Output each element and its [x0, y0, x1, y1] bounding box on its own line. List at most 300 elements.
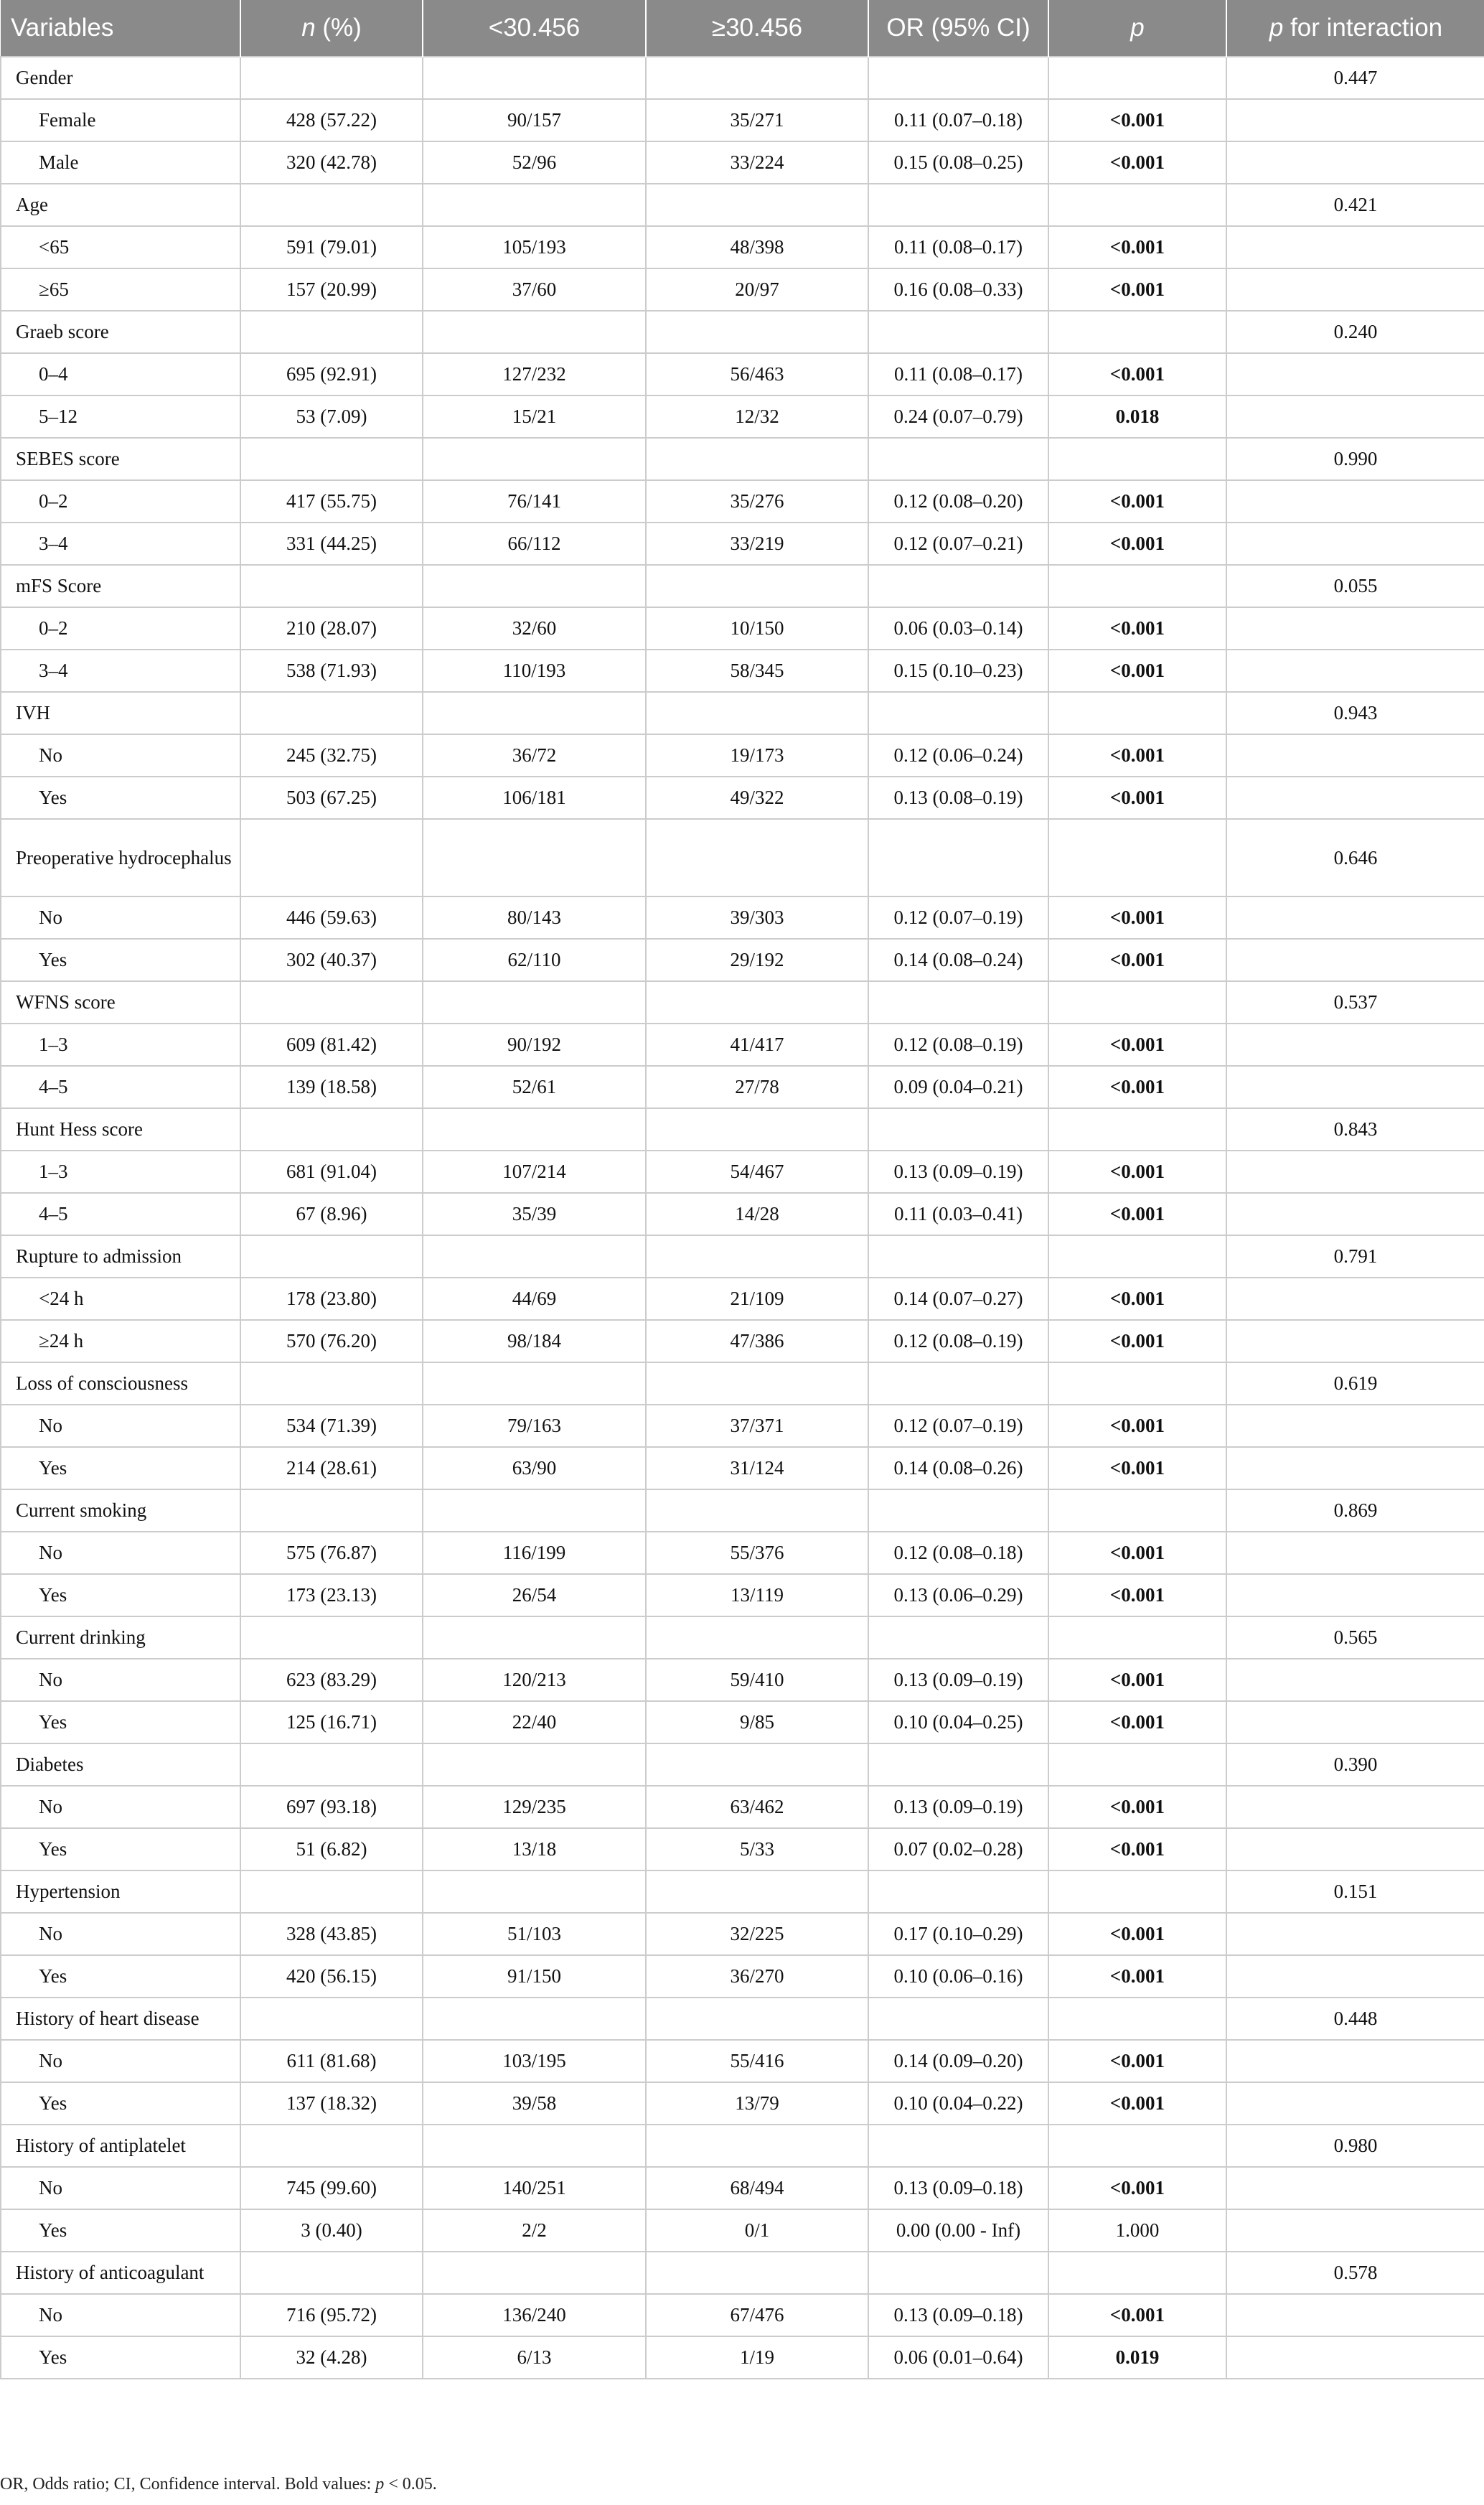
empty-cell	[1226, 1024, 1484, 1066]
empty-cell	[240, 819, 423, 896]
low-group-value: 62/110	[423, 939, 646, 981]
empty-cell	[423, 1108, 646, 1151]
high-group-value: 32/225	[646, 1913, 868, 1955]
low-group-value: 98/184	[423, 1320, 646, 1362]
footnote-text: OR, Odds ratio; CI, Confidence interval. Bold values:	[0, 2475, 376, 2494]
high-group-value: 5/33	[646, 1828, 868, 1870]
subgroup-label: Yes	[1, 1701, 240, 1743]
empty-cell	[423, 1489, 646, 1532]
or-ci-value: 0.10 (0.04–0.25)	[868, 1701, 1048, 1743]
table-row	[1, 1913, 1484, 1955]
empty-cell	[240, 311, 423, 353]
n-percent-value: 695 (92.91)	[240, 353, 423, 395]
group-header-row	[1, 57, 1484, 99]
p-value: <0.001	[1048, 896, 1226, 939]
n-percent-value: 745 (99.60)	[240, 2167, 423, 2209]
empty-cell	[868, 565, 1048, 607]
empty-cell	[1048, 565, 1226, 607]
or-ci-value: 0.12 (0.08–0.18)	[868, 1532, 1048, 1574]
subgroup-label: 3–4	[1, 523, 240, 565]
p-value: <0.001	[1048, 1913, 1226, 1955]
subgroup-label: No	[1, 2294, 240, 2336]
or-ci-value: 0.13 (0.09–0.19)	[868, 1151, 1048, 1193]
p-value: <0.001	[1048, 226, 1226, 268]
table-row	[1, 1320, 1484, 1362]
header-variables: Variables	[1, 0, 240, 57]
high-group-value: 59/410	[646, 1659, 868, 1701]
subgroup-label: 4–5	[1, 1193, 240, 1235]
group-header-row	[1, 438, 1484, 480]
table-row	[1, 1151, 1484, 1193]
high-group-value: 33/219	[646, 523, 868, 565]
table-row	[1, 523, 1484, 565]
low-group-value: 15/21	[423, 395, 646, 438]
high-group-value: 1/19	[646, 2336, 868, 2379]
empty-cell	[1226, 1151, 1484, 1193]
high-group-value: 9/85	[646, 1701, 868, 1743]
empty-cell	[646, 2252, 868, 2294]
header-p-int-rest: for interaction	[1283, 14, 1443, 42]
low-group-value: 37/60	[423, 268, 646, 311]
group-name: History of heart disease	[1, 1998, 240, 2040]
low-group-value: 127/232	[423, 353, 646, 395]
p-interaction-value: 0.578	[1226, 2252, 1484, 2294]
empty-cell	[646, 1489, 868, 1532]
low-group-value: 79/163	[423, 1405, 646, 1447]
n-percent-value: 538 (71.93)	[240, 650, 423, 692]
high-group-value: 47/386	[646, 1320, 868, 1362]
empty-cell	[1226, 1786, 1484, 1828]
group-header-row	[1, 311, 1484, 353]
high-group-value: 55/376	[646, 1532, 868, 1574]
empty-cell	[423, 311, 646, 353]
or-ci-value: 0.14 (0.07–0.27)	[868, 1278, 1048, 1320]
empty-cell	[423, 57, 646, 99]
or-ci-value: 0.17 (0.10–0.29)	[868, 1913, 1048, 1955]
n-percent-value: 681 (91.04)	[240, 1151, 423, 1193]
table-row	[1, 395, 1484, 438]
table-row	[1, 1024, 1484, 1066]
empty-cell	[423, 1616, 646, 1659]
empty-cell	[1226, 1320, 1484, 1362]
low-group-value: 22/40	[423, 1701, 646, 1743]
subgroup-label: No	[1, 1786, 240, 1828]
empty-cell	[646, 438, 868, 480]
table-row	[1, 1193, 1484, 1235]
high-group-value: 58/345	[646, 650, 868, 692]
group-header-row	[1, 1870, 1484, 1913]
high-group-value: 13/79	[646, 2082, 868, 2125]
header-p-italic: p	[1130, 14, 1145, 42]
p-value: <0.001	[1048, 1320, 1226, 1362]
empty-cell	[423, 1743, 646, 1786]
empty-cell	[423, 2252, 646, 2294]
n-percent-value: 210 (28.07)	[240, 607, 423, 650]
n-percent-value: 420 (56.15)	[240, 1955, 423, 1998]
low-group-value: 120/213	[423, 1659, 646, 1701]
empty-cell	[646, 1235, 868, 1278]
p-interaction-value: 0.537	[1226, 981, 1484, 1024]
empty-cell	[240, 1616, 423, 1659]
low-group-value: 110/193	[423, 650, 646, 692]
empty-cell	[423, 438, 646, 480]
subgroup-label: 0–2	[1, 480, 240, 523]
p-interaction-value: 0.390	[1226, 1743, 1484, 1786]
low-group-value: 32/60	[423, 607, 646, 650]
group-name: Age	[1, 184, 240, 226]
footnote-text-end: < 0.05.	[384, 2475, 437, 2494]
empty-cell	[1226, 1405, 1484, 1447]
empty-cell	[1048, 1870, 1226, 1913]
or-ci-value: 0.14 (0.09–0.20)	[868, 2040, 1048, 2082]
subgroup-label: Yes	[1, 939, 240, 981]
low-group-value: 2/2	[423, 2209, 646, 2252]
or-ci-value: 0.07 (0.02–0.28)	[868, 1828, 1048, 1870]
empty-cell	[868, 1489, 1048, 1532]
or-ci-value: 0.14 (0.08–0.26)	[868, 1447, 1048, 1489]
empty-cell	[1226, 99, 1484, 141]
p-interaction-value: 0.646	[1226, 819, 1484, 896]
empty-cell	[423, 1870, 646, 1913]
empty-cell	[423, 1998, 646, 2040]
low-group-value: 44/69	[423, 1278, 646, 1320]
p-value: <0.001	[1048, 1828, 1226, 1870]
n-percent-value: 697 (93.18)	[240, 1786, 423, 1828]
empty-cell	[868, 311, 1048, 353]
or-ci-value: 0.10 (0.04–0.22)	[868, 2082, 1048, 2125]
table-row	[1, 1659, 1484, 1701]
empty-cell	[240, 1998, 423, 2040]
table-row	[1, 777, 1484, 819]
empty-cell	[646, 1108, 868, 1151]
or-ci-value: 0.13 (0.08–0.19)	[868, 777, 1048, 819]
table-row	[1, 268, 1484, 311]
low-group-value: 35/39	[423, 1193, 646, 1235]
or-ci-value: 0.12 (0.07–0.19)	[868, 896, 1048, 939]
n-percent-value: 157 (20.99)	[240, 268, 423, 311]
table-row	[1, 1447, 1484, 1489]
empty-cell	[240, 2252, 423, 2294]
low-group-value: 26/54	[423, 1574, 646, 1616]
empty-cell	[1048, 184, 1226, 226]
empty-cell	[240, 2125, 423, 2167]
low-group-value: 52/61	[423, 1066, 646, 1108]
n-percent-value: 139 (18.58)	[240, 1066, 423, 1108]
empty-cell	[423, 981, 646, 1024]
high-group-value: 31/124	[646, 1447, 868, 1489]
empty-cell	[1226, 353, 1484, 395]
low-group-value: 116/199	[423, 1532, 646, 1574]
low-group-value: 76/141	[423, 480, 646, 523]
group-header-row	[1, 1616, 1484, 1659]
low-group-value: 105/193	[423, 226, 646, 268]
or-ci-value: 0.11 (0.03–0.41)	[868, 1193, 1048, 1235]
p-interaction-value: 0.421	[1226, 184, 1484, 226]
or-ci-value: 0.06 (0.01–0.64)	[868, 2336, 1048, 2379]
empty-cell	[646, 2125, 868, 2167]
group-name: Current drinking	[1, 1616, 240, 1659]
p-interaction-value: 0.980	[1226, 2125, 1484, 2167]
group-name: mFS Score	[1, 565, 240, 607]
high-group-value: 20/97	[646, 268, 868, 311]
group-name: History of anticoagulant	[1, 2252, 240, 2294]
group-header-row	[1, 1489, 1484, 1532]
group-header-row	[1, 2252, 1484, 2294]
subgroup-label: No	[1, 896, 240, 939]
or-ci-value: 0.00 (0.00 - Inf)	[868, 2209, 1048, 2252]
empty-cell	[868, 1998, 1048, 2040]
p-value: <0.001	[1048, 523, 1226, 565]
group-name: WFNS score	[1, 981, 240, 1024]
table-row	[1, 939, 1484, 981]
empty-cell	[240, 1489, 423, 1532]
or-ci-value: 0.13 (0.09–0.19)	[868, 1659, 1048, 1701]
p-value: <0.001	[1048, 1405, 1226, 1447]
empty-cell	[646, 981, 868, 1024]
header-row	[1, 0, 1484, 57]
or-ci-value: 0.10 (0.06–0.16)	[868, 1955, 1048, 1998]
empty-cell	[423, 692, 646, 734]
or-ci-value: 0.13 (0.06–0.29)	[868, 1574, 1048, 1616]
table-row	[1, 480, 1484, 523]
p-value: <0.001	[1048, 1786, 1226, 1828]
empty-cell	[646, 1998, 868, 2040]
empty-cell	[240, 565, 423, 607]
empty-cell	[868, 1362, 1048, 1405]
or-ci-value: 0.14 (0.08–0.24)	[868, 939, 1048, 981]
table-row	[1, 1574, 1484, 1616]
empty-cell	[1226, 1701, 1484, 1743]
table-row	[1, 1701, 1484, 1743]
table-row	[1, 1828, 1484, 1870]
header-n-italic: n	[301, 14, 316, 42]
group-name: Current smoking	[1, 1489, 240, 1532]
or-ci-value: 0.24 (0.07–0.79)	[868, 395, 1048, 438]
empty-cell	[1048, 438, 1226, 480]
empty-cell	[646, 1362, 868, 1405]
empty-cell	[868, 981, 1048, 1024]
empty-cell	[1048, 1362, 1226, 1405]
or-ci-value: 0.12 (0.08–0.19)	[868, 1320, 1048, 1362]
low-group-value: 91/150	[423, 1955, 646, 1998]
subgroup-label: <65	[1, 226, 240, 268]
table-row	[1, 896, 1484, 939]
n-percent-value: 534 (71.39)	[240, 1405, 423, 1447]
p-value: <0.001	[1048, 268, 1226, 311]
table-row	[1, 1405, 1484, 1447]
table-row	[1, 99, 1484, 141]
subgroup-label: Yes	[1, 1955, 240, 1998]
empty-cell	[1226, 607, 1484, 650]
low-group-value: 129/235	[423, 1786, 646, 1828]
empty-cell	[868, 819, 1048, 896]
header-or-ci: OR (95% CI)	[868, 0, 1048, 57]
p-interaction-value: 0.869	[1226, 1489, 1484, 1532]
table-body	[1, 57, 1484, 2379]
empty-cell	[646, 1870, 868, 1913]
subgroup-label: 1–3	[1, 1024, 240, 1066]
p-value: <0.001	[1048, 1278, 1226, 1320]
p-interaction-value: 0.448	[1226, 1998, 1484, 2040]
high-group-value: 67/476	[646, 2294, 868, 2336]
or-ci-value: 0.15 (0.08–0.25)	[868, 141, 1048, 184]
empty-cell	[423, 184, 646, 226]
p-value: <0.001	[1048, 1532, 1226, 1574]
subgroup-label: Yes	[1, 2082, 240, 2125]
empty-cell	[1048, 2125, 1226, 2167]
high-group-value: 10/150	[646, 607, 868, 650]
group-header-row	[1, 1743, 1484, 1786]
subgroup-label: Yes	[1, 2209, 240, 2252]
empty-cell	[868, 57, 1048, 99]
empty-cell	[1048, 2252, 1226, 2294]
subgroup-label: <24 h	[1, 1278, 240, 1320]
or-ci-value: 0.12 (0.07–0.21)	[868, 523, 1048, 565]
n-percent-value: 67 (8.96)	[240, 1193, 423, 1235]
empty-cell	[1226, 268, 1484, 311]
p-interaction-value: 0.565	[1226, 1616, 1484, 1659]
p-interaction-value: 0.447	[1226, 57, 1484, 99]
table-row	[1, 607, 1484, 650]
empty-cell	[1048, 1616, 1226, 1659]
subgroup-label: 3–4	[1, 650, 240, 692]
header-p-int-italic: p	[1269, 14, 1284, 42]
subgroup-label: ≥65	[1, 268, 240, 311]
empty-cell	[240, 184, 423, 226]
subgroup-label: No	[1, 1532, 240, 1574]
group-name: IVH	[1, 692, 240, 734]
empty-cell	[240, 692, 423, 734]
group-header-row	[1, 1235, 1484, 1278]
subgroup-label: ≥24 h	[1, 1320, 240, 1362]
high-group-value: 14/28	[646, 1193, 868, 1235]
high-group-value: 55/416	[646, 2040, 868, 2082]
n-percent-value: 428 (57.22)	[240, 99, 423, 141]
p-value: 1.000	[1048, 2209, 1226, 2252]
p-value: <0.001	[1048, 1066, 1226, 1108]
empty-cell	[1226, 650, 1484, 692]
p-value: <0.001	[1048, 2040, 1226, 2082]
empty-cell	[1226, 1532, 1484, 1574]
empty-cell	[1226, 395, 1484, 438]
empty-cell	[1226, 896, 1484, 939]
empty-cell	[1048, 1235, 1226, 1278]
table-row	[1, 1066, 1484, 1108]
empty-cell	[646, 819, 868, 896]
n-percent-value: 245 (32.75)	[240, 734, 423, 777]
high-group-value: 33/224	[646, 141, 868, 184]
subgroup-label: 0–2	[1, 607, 240, 650]
empty-cell	[1226, 141, 1484, 184]
group-header-row	[1, 1362, 1484, 1405]
empty-cell	[868, 692, 1048, 734]
empty-cell	[1226, 480, 1484, 523]
high-group-value: 35/271	[646, 99, 868, 141]
p-value: <0.001	[1048, 939, 1226, 981]
empty-cell	[868, 2125, 1048, 2167]
group-header-row	[1, 819, 1484, 896]
p-value: <0.001	[1048, 2294, 1226, 2336]
empty-cell	[1226, 523, 1484, 565]
high-group-value: 56/463	[646, 353, 868, 395]
or-ci-value: 0.06 (0.03–0.14)	[868, 607, 1048, 650]
p-value: <0.001	[1048, 1193, 1226, 1235]
low-group-value: 140/251	[423, 2167, 646, 2209]
empty-cell	[423, 1362, 646, 1405]
low-group-value: 103/195	[423, 2040, 646, 2082]
n-percent-value: 178 (23.80)	[240, 1278, 423, 1320]
group-name: Graeb score	[1, 311, 240, 353]
high-group-value: 41/417	[646, 1024, 868, 1066]
or-ci-value: 0.13 (0.09–0.18)	[868, 2167, 1048, 2209]
n-percent-value: 173 (23.13)	[240, 1574, 423, 1616]
low-group-value: 52/96	[423, 141, 646, 184]
empty-cell	[423, 819, 646, 896]
subgroup-label: 5–12	[1, 395, 240, 438]
empty-cell	[240, 1108, 423, 1151]
p-value: <0.001	[1048, 353, 1226, 395]
subgroup-label: Male	[1, 141, 240, 184]
empty-cell	[646, 311, 868, 353]
empty-cell	[646, 184, 868, 226]
table-row	[1, 141, 1484, 184]
header-n-rest: (%)	[315, 14, 362, 42]
table-row	[1, 2082, 1484, 2125]
table-row	[1, 1532, 1484, 1574]
n-percent-value: 328 (43.85)	[240, 1913, 423, 1955]
low-group-value: 63/90	[423, 1447, 646, 1489]
high-group-value: 39/303	[646, 896, 868, 939]
subgroup-label: Yes	[1, 2336, 240, 2379]
high-group-value: 13/119	[646, 1574, 868, 1616]
empty-cell	[1226, 1828, 1484, 1870]
footnote-p-italic: p	[375, 2475, 385, 2494]
high-group-value: 36/270	[646, 1955, 868, 1998]
empty-cell	[1048, 1998, 1226, 2040]
table-row	[1, 2167, 1484, 2209]
low-group-value: 36/72	[423, 734, 646, 777]
empty-cell	[423, 1235, 646, 1278]
p-value: <0.001	[1048, 607, 1226, 650]
empty-cell	[240, 1235, 423, 1278]
n-percent-value: 623 (83.29)	[240, 1659, 423, 1701]
or-ci-value: 0.12 (0.07–0.19)	[868, 1405, 1048, 1447]
table-row	[1, 226, 1484, 268]
high-group-value: 12/32	[646, 395, 868, 438]
empty-cell	[646, 1743, 868, 1786]
group-name: Diabetes	[1, 1743, 240, 1786]
n-percent-value: 446 (59.63)	[240, 896, 423, 939]
group-name: Hunt Hess score	[1, 1108, 240, 1151]
subgroup-label: No	[1, 734, 240, 777]
p-value: <0.001	[1048, 777, 1226, 819]
empty-cell	[1226, 2294, 1484, 2336]
n-percent-value: 302 (40.37)	[240, 939, 423, 981]
subgroup-label: No	[1, 2167, 240, 2209]
empty-cell	[1048, 311, 1226, 353]
high-group-value: 27/78	[646, 1066, 868, 1108]
empty-cell	[1226, 777, 1484, 819]
subgroup-label: 1–3	[1, 1151, 240, 1193]
p-value: <0.001	[1048, 1659, 1226, 1701]
group-name: Preoperative hydrocephalus	[1, 819, 240, 896]
empty-cell	[1048, 1108, 1226, 1151]
empty-cell	[1226, 2336, 1484, 2379]
p-interaction-value: 0.990	[1226, 438, 1484, 480]
or-ci-value: 0.12 (0.06–0.24)	[868, 734, 1048, 777]
p-interaction-value: 0.791	[1226, 1235, 1484, 1278]
or-ci-value: 0.12 (0.08–0.19)	[868, 1024, 1048, 1066]
